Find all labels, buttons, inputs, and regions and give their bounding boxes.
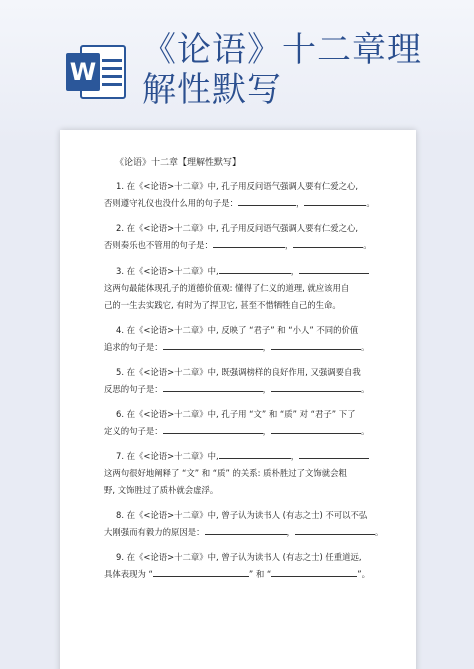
end-mark: ”。 <box>357 569 370 579</box>
question-text: 4. 在《<论语>十二章》中, 反映了 “君子” 和 “小人” 不同的价值 <box>116 325 359 335</box>
separator: ， <box>286 527 295 537</box>
question-prompt: 追求的句子是： <box>104 342 163 352</box>
answer-blank[interactable] <box>299 449 369 459</box>
answer-blank[interactable] <box>271 424 361 434</box>
answer-blank[interactable] <box>295 525 375 535</box>
end-mark: 。 <box>361 342 370 352</box>
end-mark: 。 <box>361 426 370 436</box>
answer-blank[interactable] <box>219 449 291 459</box>
question-text: 6. 在《<论语>十二章》中, 孔子用 “文” 和 “质” 对 “君子” 下了 <box>116 409 356 419</box>
separator: ， <box>290 451 300 461</box>
answer-blank[interactable] <box>238 196 296 206</box>
answer-blank[interactable] <box>163 340 263 350</box>
answer-blank[interactable] <box>163 382 263 392</box>
question-prompt: 具体表现为 “ <box>104 569 153 579</box>
answer-blank[interactable] <box>163 424 263 434</box>
answer-blank[interactable] <box>271 567 357 577</box>
question-prompt: 大刚强而有毅力的原因是： <box>104 527 205 537</box>
question-prompt: 否则奏乐也不管用的句子是： <box>104 240 213 250</box>
separator: ， <box>284 240 294 250</box>
answer-blank[interactable] <box>219 264 291 274</box>
question-6 <box>104 406 396 440</box>
separator: ， <box>262 426 271 436</box>
answer-blank[interactable] <box>153 567 249 577</box>
answer-blank[interactable] <box>213 238 285 248</box>
question-4 <box>104 322 396 356</box>
question-text: 3. 在《<论语>十二章》中, <box>116 266 219 276</box>
separator: ， <box>262 342 271 352</box>
end-mark: 。 <box>361 384 370 394</box>
separator: ， <box>262 384 271 394</box>
answer-blank[interactable] <box>299 264 369 274</box>
separator: ” 和 “ <box>248 569 272 579</box>
answer-blank[interactable] <box>271 382 361 392</box>
question-prompt: 定义的句子是： <box>104 426 163 436</box>
answer-blank[interactable] <box>205 525 287 535</box>
end-mark: 。 <box>363 240 372 250</box>
document-page <box>60 130 416 669</box>
question-7 <box>104 448 396 499</box>
question-explanation: 野, 文饰胜过了质朴就会虚浮。 <box>104 485 219 495</box>
end-mark: 。 <box>374 527 384 537</box>
separator: ， <box>296 198 305 208</box>
question-text: 1. 在《<论语>十二章》中, 孔子用反问语气强调人要有仁爱之心, <box>116 181 359 191</box>
question-text: 5. 在《<论语>十二章》中, 既强调榜样的良好作用, 又强调要自我 <box>116 367 361 377</box>
question-explanation: 这两句最能体现孔子的道德价值观: 懂得了仁义的道理, 就应该用自 <box>104 283 350 293</box>
banner-title-line1: 《论语》十二章理 <box>142 30 422 70</box>
question-prompt: 反思的句子是： <box>104 384 163 394</box>
question-3 <box>104 263 396 314</box>
question-explanation: 这两句很好地阐释了 “文” 和 “质” 的关系: 质朴胜过了文饰就会粗 <box>104 468 347 478</box>
question-text: 7. 在《<论语>十二章》中, <box>116 451 219 461</box>
question-1 <box>104 178 396 212</box>
question-prompt: 否则遵守礼仪也没什么用的句子是： <box>104 198 238 208</box>
word-document-icon <box>66 43 128 101</box>
answer-blank[interactable] <box>271 340 361 350</box>
question-text: 2. 在《<论语>十二章》中, 孔子用反问语气强调人要有仁爱之心, <box>116 223 359 233</box>
question-5 <box>104 364 396 398</box>
banner-title-line2: 解性默写 <box>142 70 282 110</box>
question-8 <box>104 507 396 541</box>
answer-blank[interactable] <box>304 196 366 206</box>
word-letter: W <box>66 53 100 91</box>
separator: ， <box>290 266 300 276</box>
question-explanation: 己的一生去实践它, 有时为了捍卫它, 甚至不惜牺牲自己的生命。 <box>104 300 341 310</box>
question-text: 8. 在《<论语>十二章》中, 曾子认为读书人 (有志之士) 不可以不弘 <box>116 510 368 520</box>
end-mark: 。 <box>366 198 375 208</box>
question-2 <box>104 220 396 254</box>
question-9 <box>104 549 396 583</box>
document-heading: 《论语》十二章【理解性默写】 <box>115 158 242 168</box>
answer-blank[interactable] <box>293 238 363 248</box>
question-text: 9. 在《<论语>十二章》中, 曾子认为读书人 (有志之士) 任重道远, <box>116 552 362 562</box>
